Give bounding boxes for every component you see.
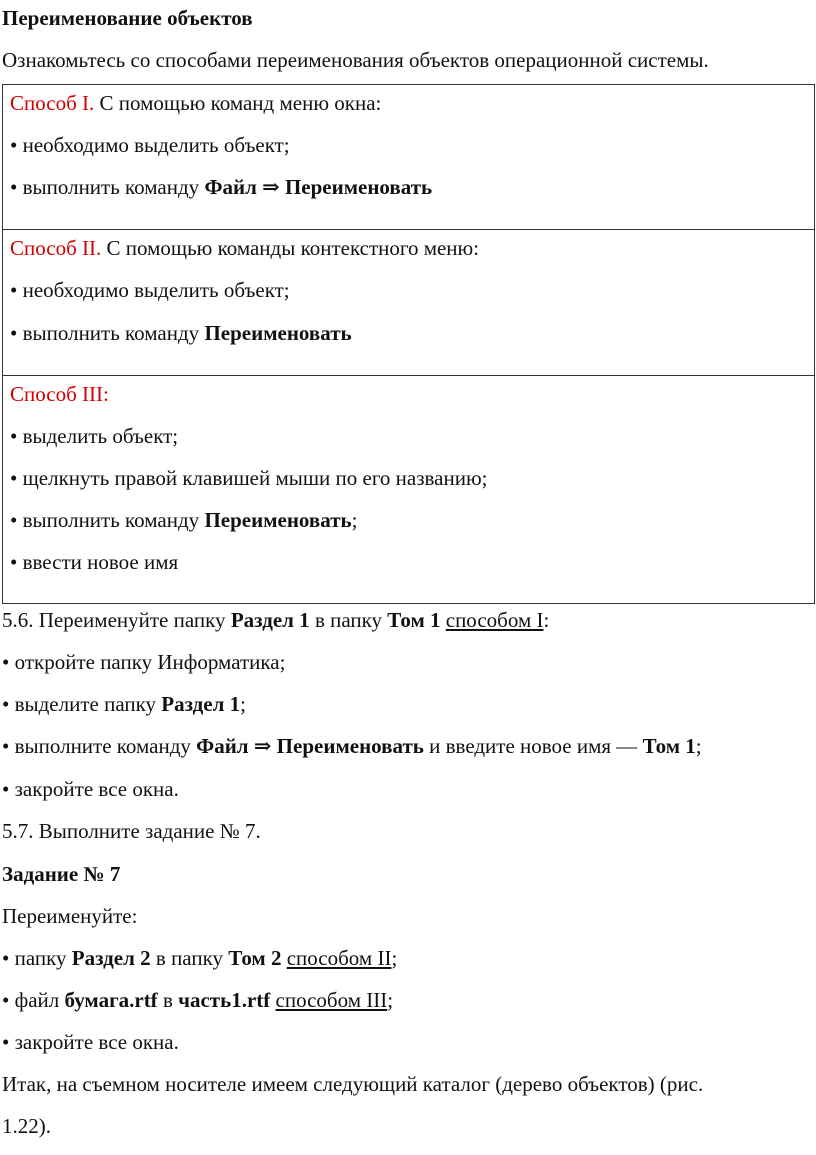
step-5-7: 5.7. Выполните задание № 7. bbox=[2, 819, 261, 843]
text-fragment: • выделите папку bbox=[2, 692, 162, 716]
final-paragraph-line: 1.22). bbox=[2, 1114, 51, 1138]
text-fragment: Раздел 1 bbox=[161, 692, 241, 716]
intro-text: Ознакомьтесь со способами переименования объектов операционной системы. bbox=[2, 48, 709, 72]
method-cell-3 bbox=[3, 376, 814, 603]
text-fragment: ; bbox=[387, 988, 394, 1012]
step-item bbox=[2, 734, 702, 758]
method-step bbox=[10, 175, 432, 199]
text-fragment: • файл bbox=[2, 988, 65, 1012]
method-heading bbox=[10, 236, 479, 260]
text-fragment: способом II bbox=[286, 946, 392, 970]
method-cell-1 bbox=[3, 85, 814, 230]
text-fragment: Раздел 2 bbox=[71, 946, 151, 970]
task-item: • закройте все окна. bbox=[2, 1030, 179, 1054]
text-fragment: Том 1 bbox=[387, 608, 441, 632]
text-fragment: способом III bbox=[275, 988, 388, 1012]
text-fragment: • выполнить команду bbox=[10, 321, 205, 345]
text-fragment: Файл ⇒ Переименовать bbox=[204, 175, 433, 199]
method-heading bbox=[10, 382, 109, 406]
task-item bbox=[2, 988, 393, 1012]
text-fragment: ; bbox=[695, 734, 702, 758]
text-fragment: • выполнить команду bbox=[10, 508, 205, 532]
method-heading bbox=[10, 91, 381, 115]
step-5-6 bbox=[2, 608, 549, 632]
task-title: Задание № 7 bbox=[2, 862, 121, 886]
page-title: Переименование объектов bbox=[2, 6, 253, 30]
text-fragment: в bbox=[157, 988, 179, 1012]
text-fragment: ; bbox=[351, 508, 358, 532]
text-fragment: в папку bbox=[150, 946, 229, 970]
methods-table bbox=[2, 84, 815, 604]
method-step bbox=[10, 508, 357, 532]
method-name: Способ III: bbox=[10, 382, 109, 406]
method-step: • ввести новое имя bbox=[10, 550, 179, 574]
text-fragment: способом I bbox=[445, 608, 544, 632]
text-fragment: 5.6. Переименуйте папку bbox=[2, 608, 231, 632]
text-fragment: Файл ⇒ Переименовать bbox=[196, 734, 424, 758]
step-item: • закройте все окна. bbox=[2, 777, 179, 801]
task-item bbox=[2, 946, 397, 970]
text-fragment: • папку bbox=[2, 946, 72, 970]
method-step: • щелкнуть правой клавишей мыши по его названию; bbox=[10, 466, 488, 490]
text-fragment: Переименовать bbox=[204, 321, 352, 345]
text-fragment: Том 1 bbox=[642, 734, 696, 758]
method-desc: С помощью команды контекстного меню: bbox=[101, 236, 480, 260]
text-fragment: Том 2 bbox=[228, 946, 282, 970]
method-step: • выделить объект; bbox=[10, 424, 179, 448]
method-cell-2 bbox=[3, 230, 814, 376]
method-step: • необходимо выделить объект; bbox=[10, 133, 290, 157]
text-fragment: ; bbox=[240, 692, 246, 716]
step-item: • откройте папку Информатика; bbox=[2, 650, 286, 674]
method-name: Способ I. bbox=[10, 91, 95, 115]
text-fragment: Переименовать bbox=[204, 508, 352, 532]
method-desc: С помощью команд меню окна: bbox=[94, 91, 382, 115]
text-fragment: и введите новое имя — bbox=[423, 734, 643, 758]
method-step: • необходимо выделить объект; bbox=[10, 278, 290, 302]
final-paragraph-line: Итак, на съемном носителе имеем следующий каталог (дерево объектов) (рис. bbox=[2, 1072, 704, 1096]
text-fragment: : bbox=[543, 608, 550, 632]
text-fragment: • выполнить команду bbox=[10, 175, 205, 199]
text-fragment: ; bbox=[391, 946, 398, 970]
step-item bbox=[2, 692, 246, 716]
text-fragment: • выполните команду bbox=[2, 734, 197, 758]
text-fragment: бумага.rtf bbox=[64, 988, 158, 1012]
text-fragment: в папку bbox=[309, 608, 388, 632]
text-fragment: часть1.rtf bbox=[178, 988, 271, 1012]
text-fragment: Раздел 1 bbox=[230, 608, 310, 632]
method-name: Способ II. bbox=[10, 236, 102, 260]
task-intro: Переименуйте: bbox=[2, 904, 138, 928]
method-step bbox=[10, 321, 352, 345]
